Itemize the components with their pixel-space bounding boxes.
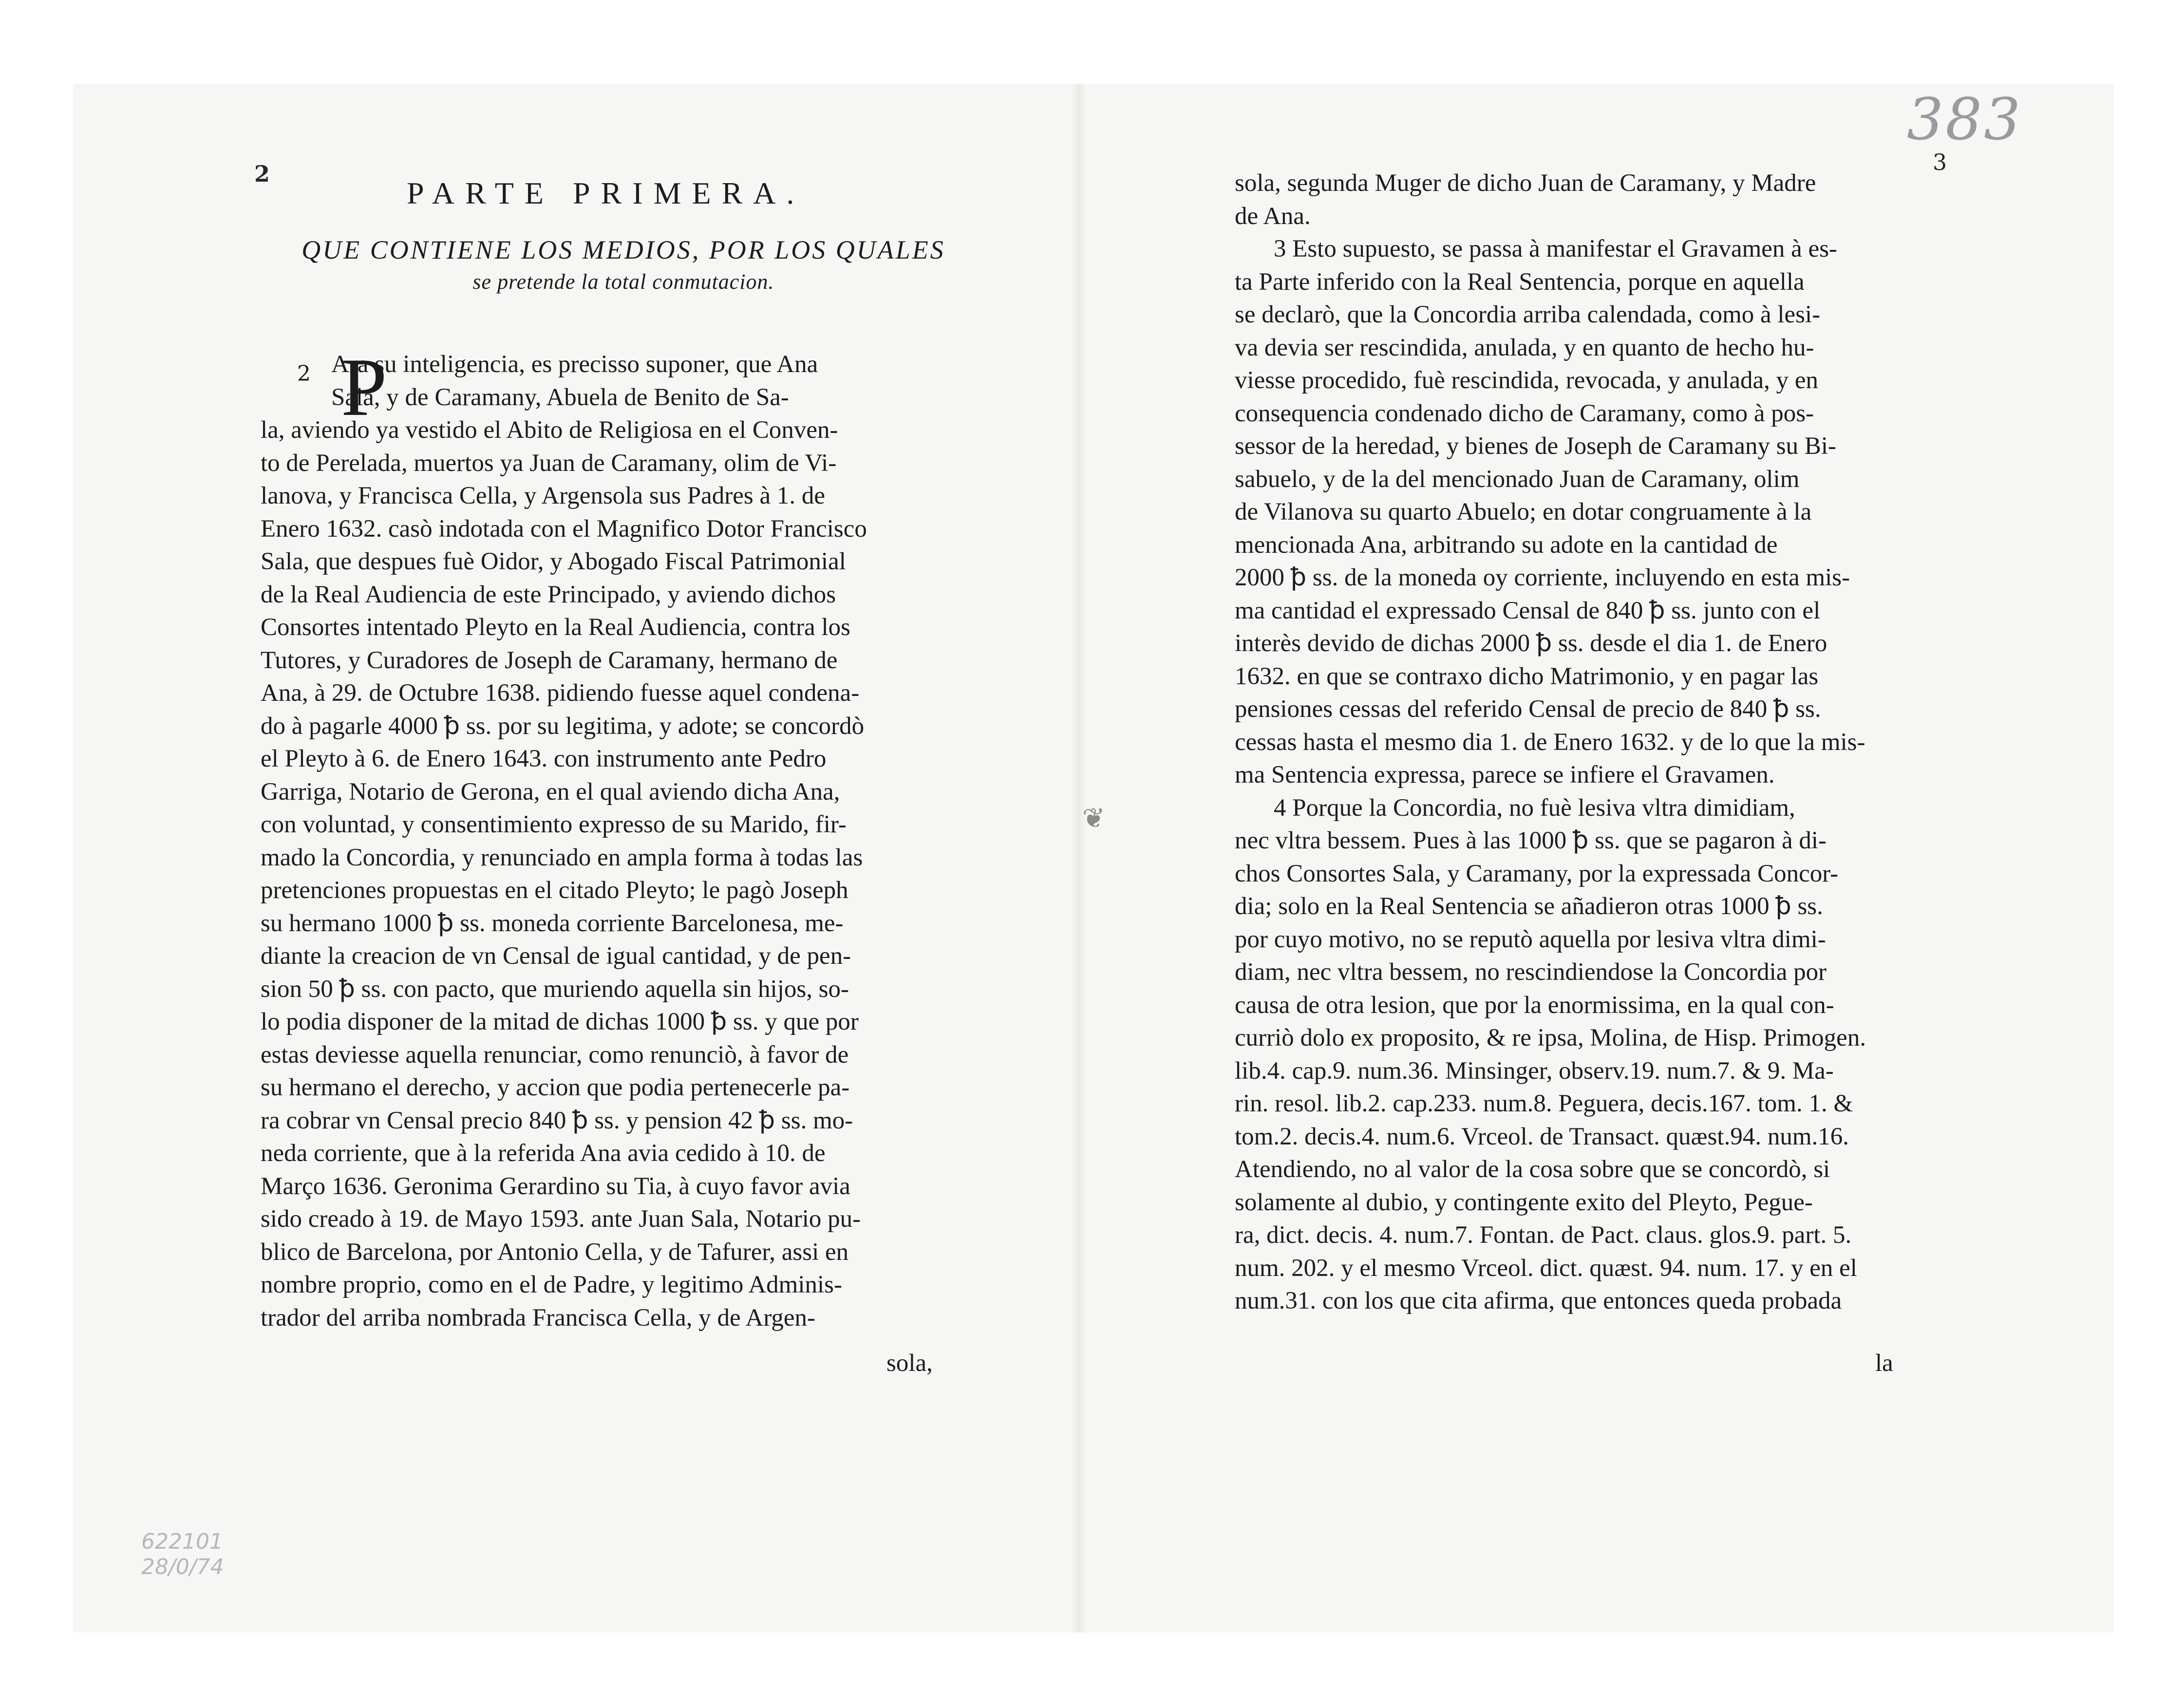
- text-line: solamente al dubio, y contingente exito del Pleyto, Pegue-: [1235, 1188, 1813, 1216]
- inventory-note-line: 28/0/74: [141, 1555, 224, 1579]
- section-subheading: [258, 234, 989, 298]
- text-line: rin. resol. lib.2. cap.233. num.8. Peguera, decis.167. tom. 1. &: [1235, 1090, 1853, 1117]
- text-line: Ara su inteligencia, es precisso suponer, que Ana: [331, 351, 818, 378]
- handwritten-page-number: 383: [1907, 86, 2023, 153]
- text-line: se declarò, que la Concordia arriba calendada, como à lesi-: [1235, 301, 1821, 328]
- text-line: num. 202. y el mesmo Vrceol. dict. quæst. 94. num. 17. y en el: [1235, 1254, 1857, 1282]
- text-line: Garriga, Notario de Gerona, en el qual aviendo dicha Ana,: [261, 778, 840, 806]
- paragraph-number: 2: [297, 361, 311, 386]
- text-line: tom.2. decis.4. num.6. Vrceol. de Transact. quæst.94. num.16.: [1235, 1123, 1849, 1150]
- right-folio-number: 3: [1933, 149, 1947, 175]
- text-line: de Vilanova su quarto Abuelo; en dotar congruamente à la: [1235, 498, 1812, 525]
- text-line: Enero 1632. casò indotada con el Magnifico Dotor Francisco: [261, 515, 867, 543]
- text-line: sabuelo, y de la del mencionado Juan de Caramany, olim: [1235, 465, 1800, 493]
- drop-cap: P: [341, 341, 387, 433]
- text-line: sion 50 ꝥ ss. con pacto, que muriendo aquella sin hijos, so-: [261, 975, 849, 1003]
- text-line: de la Real Audiencia de este Principado, y aviendo dichos: [261, 581, 836, 608]
- left-catchword: sola,: [886, 1350, 933, 1377]
- text-line: su hermano el derecho, y accion que podia pertenecerle pa-: [261, 1074, 850, 1101]
- text-line: viesse procedido, fuè rescindida, revocada, y anulada, y en: [1235, 367, 1819, 394]
- text-line: ta Parte inferido con la Real Sentencia, porque en aquella: [1235, 268, 1805, 296]
- text-line: trador del arriba nombrada Francisca Cella, y de Argen-: [261, 1304, 816, 1331]
- text-line: 2000 ꝥ ss. de la moneda oy corriente, incluyendo en esta mis-: [1235, 564, 1850, 591]
- text-line: nec vltra bessem. Pues à las 1000 ꝥ ss. que se pagaron à di-: [1235, 827, 1826, 854]
- inventory-note-line: 622101: [141, 1529, 223, 1554]
- text-line: la, aviendo ya vestido el Abito de Religiosa en el Conven-: [261, 416, 838, 444]
- text-line: ra, dict. decis. 4. num.7. Fontan. de Pact. claus. glos.9. part. 5.: [1235, 1221, 1852, 1249]
- text-line: curriò dolo ex proposito, & re ipsa, Molina, de Hisp. Primogen.: [1235, 1024, 1866, 1051]
- text-line: num.31. con los que cita afirma, que entonces queda probada: [1235, 1287, 1842, 1314]
- text-line: diam, nec vltra bessem, no rescindiendose la Concordia por: [1235, 958, 1827, 986]
- text-line: lanova, y Francisca Cella, y Argensola sus Padres à 1. de: [261, 482, 826, 509]
- text-line: ra cobrar vn Censal precio 840 ꝥ ss. y pension 42 ꝥ ss. mo-: [261, 1106, 853, 1134]
- text-line: Ana, à 29. de Octubre 1638. pidiendo fuesse aquel condena-: [261, 679, 860, 707]
- text-line: Março 1636. Geronima Gerardino su Tia, à cuyo favor avia: [261, 1172, 850, 1200]
- text-line: do à pagarle 4000 ꝥ ss. por su legitima, y adote; se concordò: [261, 712, 865, 740]
- book-gutter: [1072, 84, 1086, 1632]
- text-line: ma Sentencia expressa, parece se infiere el Gravamen.: [1235, 761, 1775, 788]
- text-line: neda corriente, que à la referida Ana avia cedido à 10. de: [261, 1140, 826, 1167]
- text-line: sola, segunda Muger de dicho Juan de Caramany, y Madre: [1235, 169, 1816, 197]
- text-line: con voluntad, y consentimiento expresso de su Marido, fir-: [261, 811, 847, 838]
- text-line: sessor de la heredad, y bienes de Joseph de Caramany su Bi-: [1235, 432, 1836, 460]
- text-line: su hermano 1000 ꝥ ss. moneda corriente Barcelonesa, me-: [261, 909, 844, 937]
- text-line: mado la Concordia, y renunciado en ampla forma à todas las: [261, 844, 863, 871]
- subheading-line-2: se pretende la total conmutacion.: [472, 270, 774, 294]
- right-catchword: la: [1875, 1350, 1893, 1377]
- text-line: Consortes intentado Pleyto en la Real Audiencia, contra los: [261, 614, 850, 641]
- gutter-ornament-icon: ❦: [1082, 803, 1105, 834]
- text-line: interès devido de dichas 2000 ꝥ ss. desde el dia 1. de Enero: [1235, 630, 1827, 657]
- text-line: lo podia disponer de la mitad de dichas 1000 ꝥ ss. y que por: [261, 1008, 859, 1035]
- text-line: causa de otra lesion, que por la enormissima, en la qual con-: [1235, 991, 1834, 1019]
- left-folio-number: 2: [254, 161, 270, 187]
- text-line: nombre proprio, como en el de Padre, y legitimo Adminis-: [261, 1271, 843, 1298]
- left-page-text: [261, 341, 964, 1334]
- text-line: por cuyo motivo, no se reputò aquella por lesiva vltra dimi-: [1235, 925, 1826, 953]
- text-line: Tutores, y Curadores de Joseph de Caramany, hermano de: [261, 646, 838, 674]
- text-line: cessas hasta el mesmo dia 1. de Enero 1632. y de lo que la mis-: [1235, 728, 1865, 756]
- text-line: 4 Porque la Concordia, no fuè lesiva vltra dimidiam,: [1274, 794, 1795, 822]
- text-line: diante la creacion de vn Censal de igual cantidad, y de pen-: [261, 942, 851, 970]
- text-line: ma cantidad el expressado Censal de 840 ꝥ ss. junto con el: [1235, 597, 1821, 624]
- text-line: 1632. en que se contraxo dicho Matrimonio, y en pagar las: [1235, 662, 1819, 690]
- section-heading: PARTE PRIMERA.: [407, 176, 805, 210]
- text-line: chos Consortes Sala, y Caramany, por la expressada Concor-: [1235, 860, 1839, 887]
- text-line: Atendiendo, no al valor de la cosa sobre que se concordò, si: [1235, 1156, 1830, 1183]
- text-line: de Ana.: [1235, 202, 1311, 230]
- text-line: sido creado à 19. de Mayo 1593. ante Juan Sala, Notario pu-: [261, 1205, 861, 1233]
- text-line: Sala, que despues fuè Oidor, y Abogado Fiscal Patrimonial: [261, 548, 846, 575]
- text-line: pensiones cessas del referido Censal de precio de 840 ꝥ ss.: [1235, 695, 1821, 723]
- text-line: Sala, y de Caramany, Abuela de Benito de Sa-: [331, 383, 789, 411]
- pencil-inventory-note: [141, 1529, 224, 1580]
- subheading-line-1: QUE CONTIENE LOS MEDIOS, POR LOS QUALES: [301, 235, 945, 264]
- right-page-text: [1235, 167, 1934, 1318]
- text-line: dia; solo en la Real Sentencia se añadieron otras 1000 ꝥ ss.: [1235, 893, 1823, 920]
- text-line: el Pleyto à 6. de Enero 1643. con instrumento ante Pedro: [261, 745, 827, 772]
- text-line: mencionada Ana, arbitrando su adote en la cantidad de: [1235, 531, 1778, 559]
- text-line: va devia ser rescindida, anulada, y en quanto de hecho hu-: [1235, 334, 1814, 361]
- text-line: consequencia condenado dicho de Caramany, como à pos-: [1235, 399, 1814, 427]
- text-line: 3 Esto supuesto, se passa à manifestar el Gravamen à es-: [1274, 235, 1838, 262]
- text-line: blico de Barcelona, por Antonio Cella, y de Tafurer, assi en: [261, 1238, 849, 1266]
- text-line: to de Perelada, muertos ya Juan de Caramany, olim de Vi-: [261, 449, 837, 477]
- text-line: pretenciones propuestas en el citado Pleyto; le pagò Joseph: [261, 877, 848, 904]
- text-line: lib.4. cap.9. num.36. Minsinger, observ.19. num.7. & 9. Ma-: [1235, 1057, 1834, 1085]
- text-line: estas deviesse aquella renunciar, como renunciò, à favor de: [261, 1041, 849, 1068]
